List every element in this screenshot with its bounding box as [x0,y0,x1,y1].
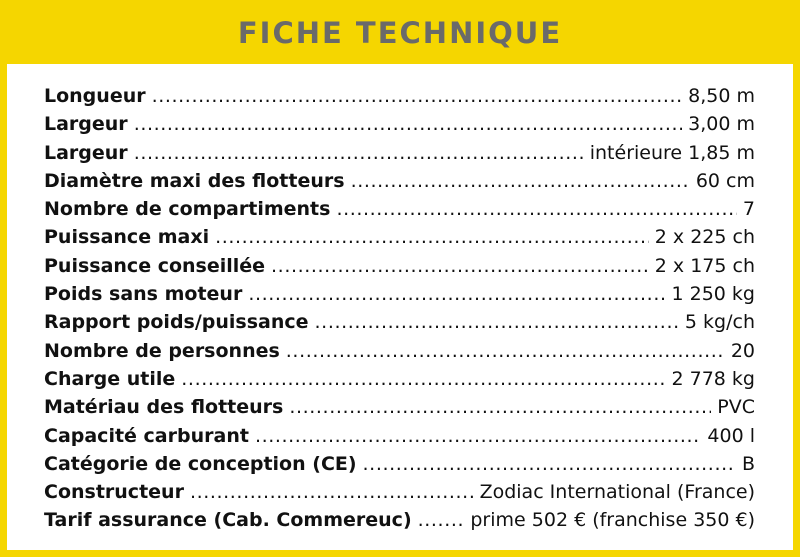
dot-leader [190,481,474,503]
spec-value: intérieure 1,85 m [589,141,755,164]
spec-label: Poids sans moteur [44,283,243,306]
dot-leader [351,170,690,192]
spec-label: Constructeur [44,481,184,504]
spec-label: Nombre de personnes [44,339,280,362]
spec-value: 8,50 m [688,85,755,107]
dot-leader [255,425,701,447]
spec-row [44,85,755,113]
spec-row [44,113,755,141]
spec-value: Zodiac International (France) [479,481,755,504]
dot-leader [248,283,665,305]
spec-value: 2 778 kg [671,367,755,390]
spec-label: Longueur [44,85,146,107]
spec-label: Diamètre maxi des flotteurs [44,169,345,192]
spec-value: 2 x 175 ch [654,254,755,277]
dot-leader [181,368,665,390]
spec-value: prime 502 € (franchise 350 €) [470,509,755,532]
spec-value: B [741,452,755,475]
spec-label: Puissance maxi [44,226,210,249]
spec-row [44,255,755,283]
spec-row [44,226,755,254]
spec-value: 1 250 kg [671,283,755,306]
spec-value: 60 cm [695,169,755,192]
dot-leader [289,396,711,418]
dot-leader [315,311,679,333]
spec-value: 2 x 225 ch [654,226,755,249]
spec-table [7,64,793,550]
spec-label: Capacité carburant [44,424,249,447]
dot-leader [152,85,683,107]
spec-title: FICHE TECHNIQUE [237,16,563,50]
spec-row [44,283,755,311]
dot-leader [286,340,725,362]
spec-row [44,425,755,453]
spec-row [44,340,755,368]
dot-leader [363,453,736,475]
spec-value: PVC [717,396,755,419]
spec-label: Puissance conseillée [44,254,266,277]
spec-value: 3,00 m [688,113,755,136]
spec-label: Rapport poids/puissance [44,311,309,334]
dot-leader [271,255,649,277]
spec-row [44,453,755,481]
dot-leader [134,142,584,164]
spec-label: Largeur [44,113,128,136]
spec-label: Nombre de compartiments [44,198,331,221]
spec-row [44,368,755,396]
spec-label: Charge utile [44,367,176,390]
spec-row [44,481,755,509]
spec-label: Largeur [44,141,128,164]
spec-row [44,396,755,424]
dot-leader [336,198,736,220]
spec-value: 5 kg/ch [684,311,755,334]
spec-row [44,142,755,170]
spec-label: Catégorie de conception (CE) [44,452,357,475]
spec-value: 20 [730,339,755,362]
dot-leader [418,509,465,531]
spec-value: 400 l [707,424,755,447]
spec-row [44,170,755,198]
spec-row [44,509,755,537]
spec-value: 7 [742,198,755,221]
spec-header [7,0,793,64]
spec-label: Tarif assurance (Cab. Commereuc) [44,509,412,532]
spec-row [44,198,755,226]
dot-leader [134,113,682,135]
dot-leader [215,226,649,248]
spec-label: Matériau des flotteurs [44,396,284,419]
spec-row [44,311,755,339]
